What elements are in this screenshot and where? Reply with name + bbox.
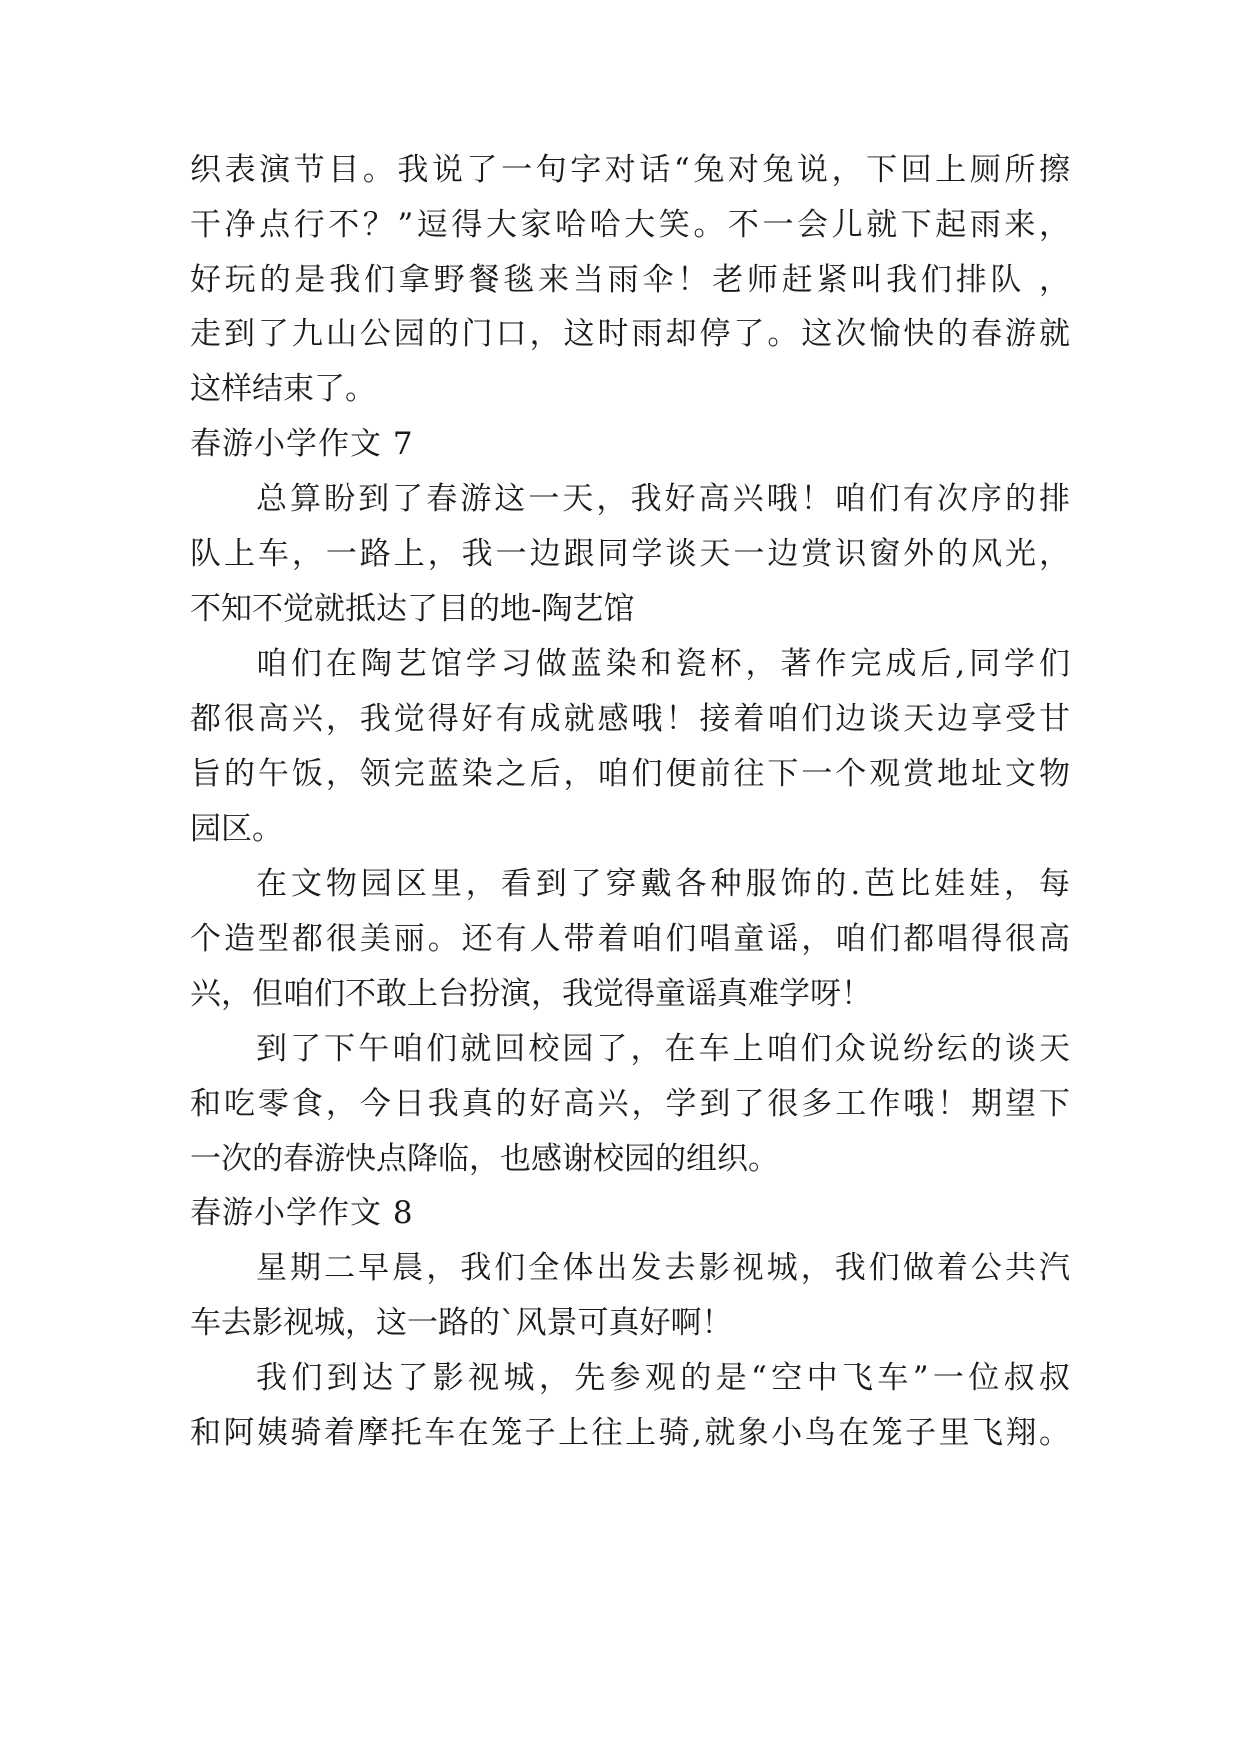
text-line: 干净点行不？”逗得大家哈哈大笑。不一会儿就下起雨来， <box>190 207 1070 243</box>
text-line: 织表演节目。我说了一句字对话“兔对兔说，下回上厕所擦 <box>190 152 1070 188</box>
text-line: 和阿姨骑着摩托车在笼子上往上骑,就象小鸟在笼子里飞翔。 <box>190 1415 1070 1451</box>
text-line: 兴，但咱们不敢上台扮演，我觉得童谣真难学呀！ <box>190 976 872 1012</box>
essay-heading: 春游小学作文 7 <box>190 426 414 462</box>
essay-heading: 春游小学作文 8 <box>190 1195 414 1231</box>
paragraph-first-line: 在文物园区里，看到了穿戴各种服饰的.芭比娃娃，每 <box>256 866 1070 902</box>
text-line: 走到了九山公园的门口，这时雨却停了。这次愉快的春游就 <box>190 316 1070 352</box>
text-line: 队上车，一路上，我一边跟同学谈天一边赏识窗外的风光， <box>190 536 1070 572</box>
paragraph-first-line: 星期二早晨，我们全体出发去影视城，我们做着公共汽 <box>256 1250 1070 1286</box>
text-line: 园区。 <box>190 811 283 847</box>
text-line: 车去影视城，这一路的`风景可真好啊！ <box>190 1305 733 1341</box>
text-line: 都很高兴，我觉得好有成就感哦！接着咱们边谈天边享受甘 <box>190 701 1070 737</box>
text-line: 和吃零食，今日我真的好高兴，学到了很多工作哦！期望下 <box>190 1086 1070 1122</box>
text-line: 个造型都很美丽。还有人带着咱们唱童谣，咱们都唱得很高 <box>190 921 1070 957</box>
paragraph-first-line: 到了下午咱们就回校园了，在车上咱们众说纷纭的谈天 <box>256 1031 1070 1067</box>
text-line: 这样结束了。 <box>190 371 376 407</box>
paragraph-first-line: 总算盼到了春游这一天，我好高兴哦！咱们有次序的排 <box>256 481 1070 517</box>
text-line: 好玩的是我们拿野餐毯来当雨伞！老师赶紧叫我们排队 ， <box>190 262 1070 298</box>
text-line: 不知不觉就抵达了目的地-陶艺馆 <box>190 591 635 627</box>
paragraph-first-line: 我们到达了影视城，先参观的是“空中飞车”一位叔叔 <box>256 1360 1070 1396</box>
text-line: 一次的春游快点降临，也感谢校园的组织。 <box>190 1141 779 1177</box>
paragraph-first-line: 咱们在陶艺馆学习做蓝染和瓷杯，著作完成后,同学们 <box>256 646 1070 682</box>
text-line: 旨的午饭，领完蓝染之后，咱们便前往下一个观赏地址文物 <box>190 756 1070 792</box>
